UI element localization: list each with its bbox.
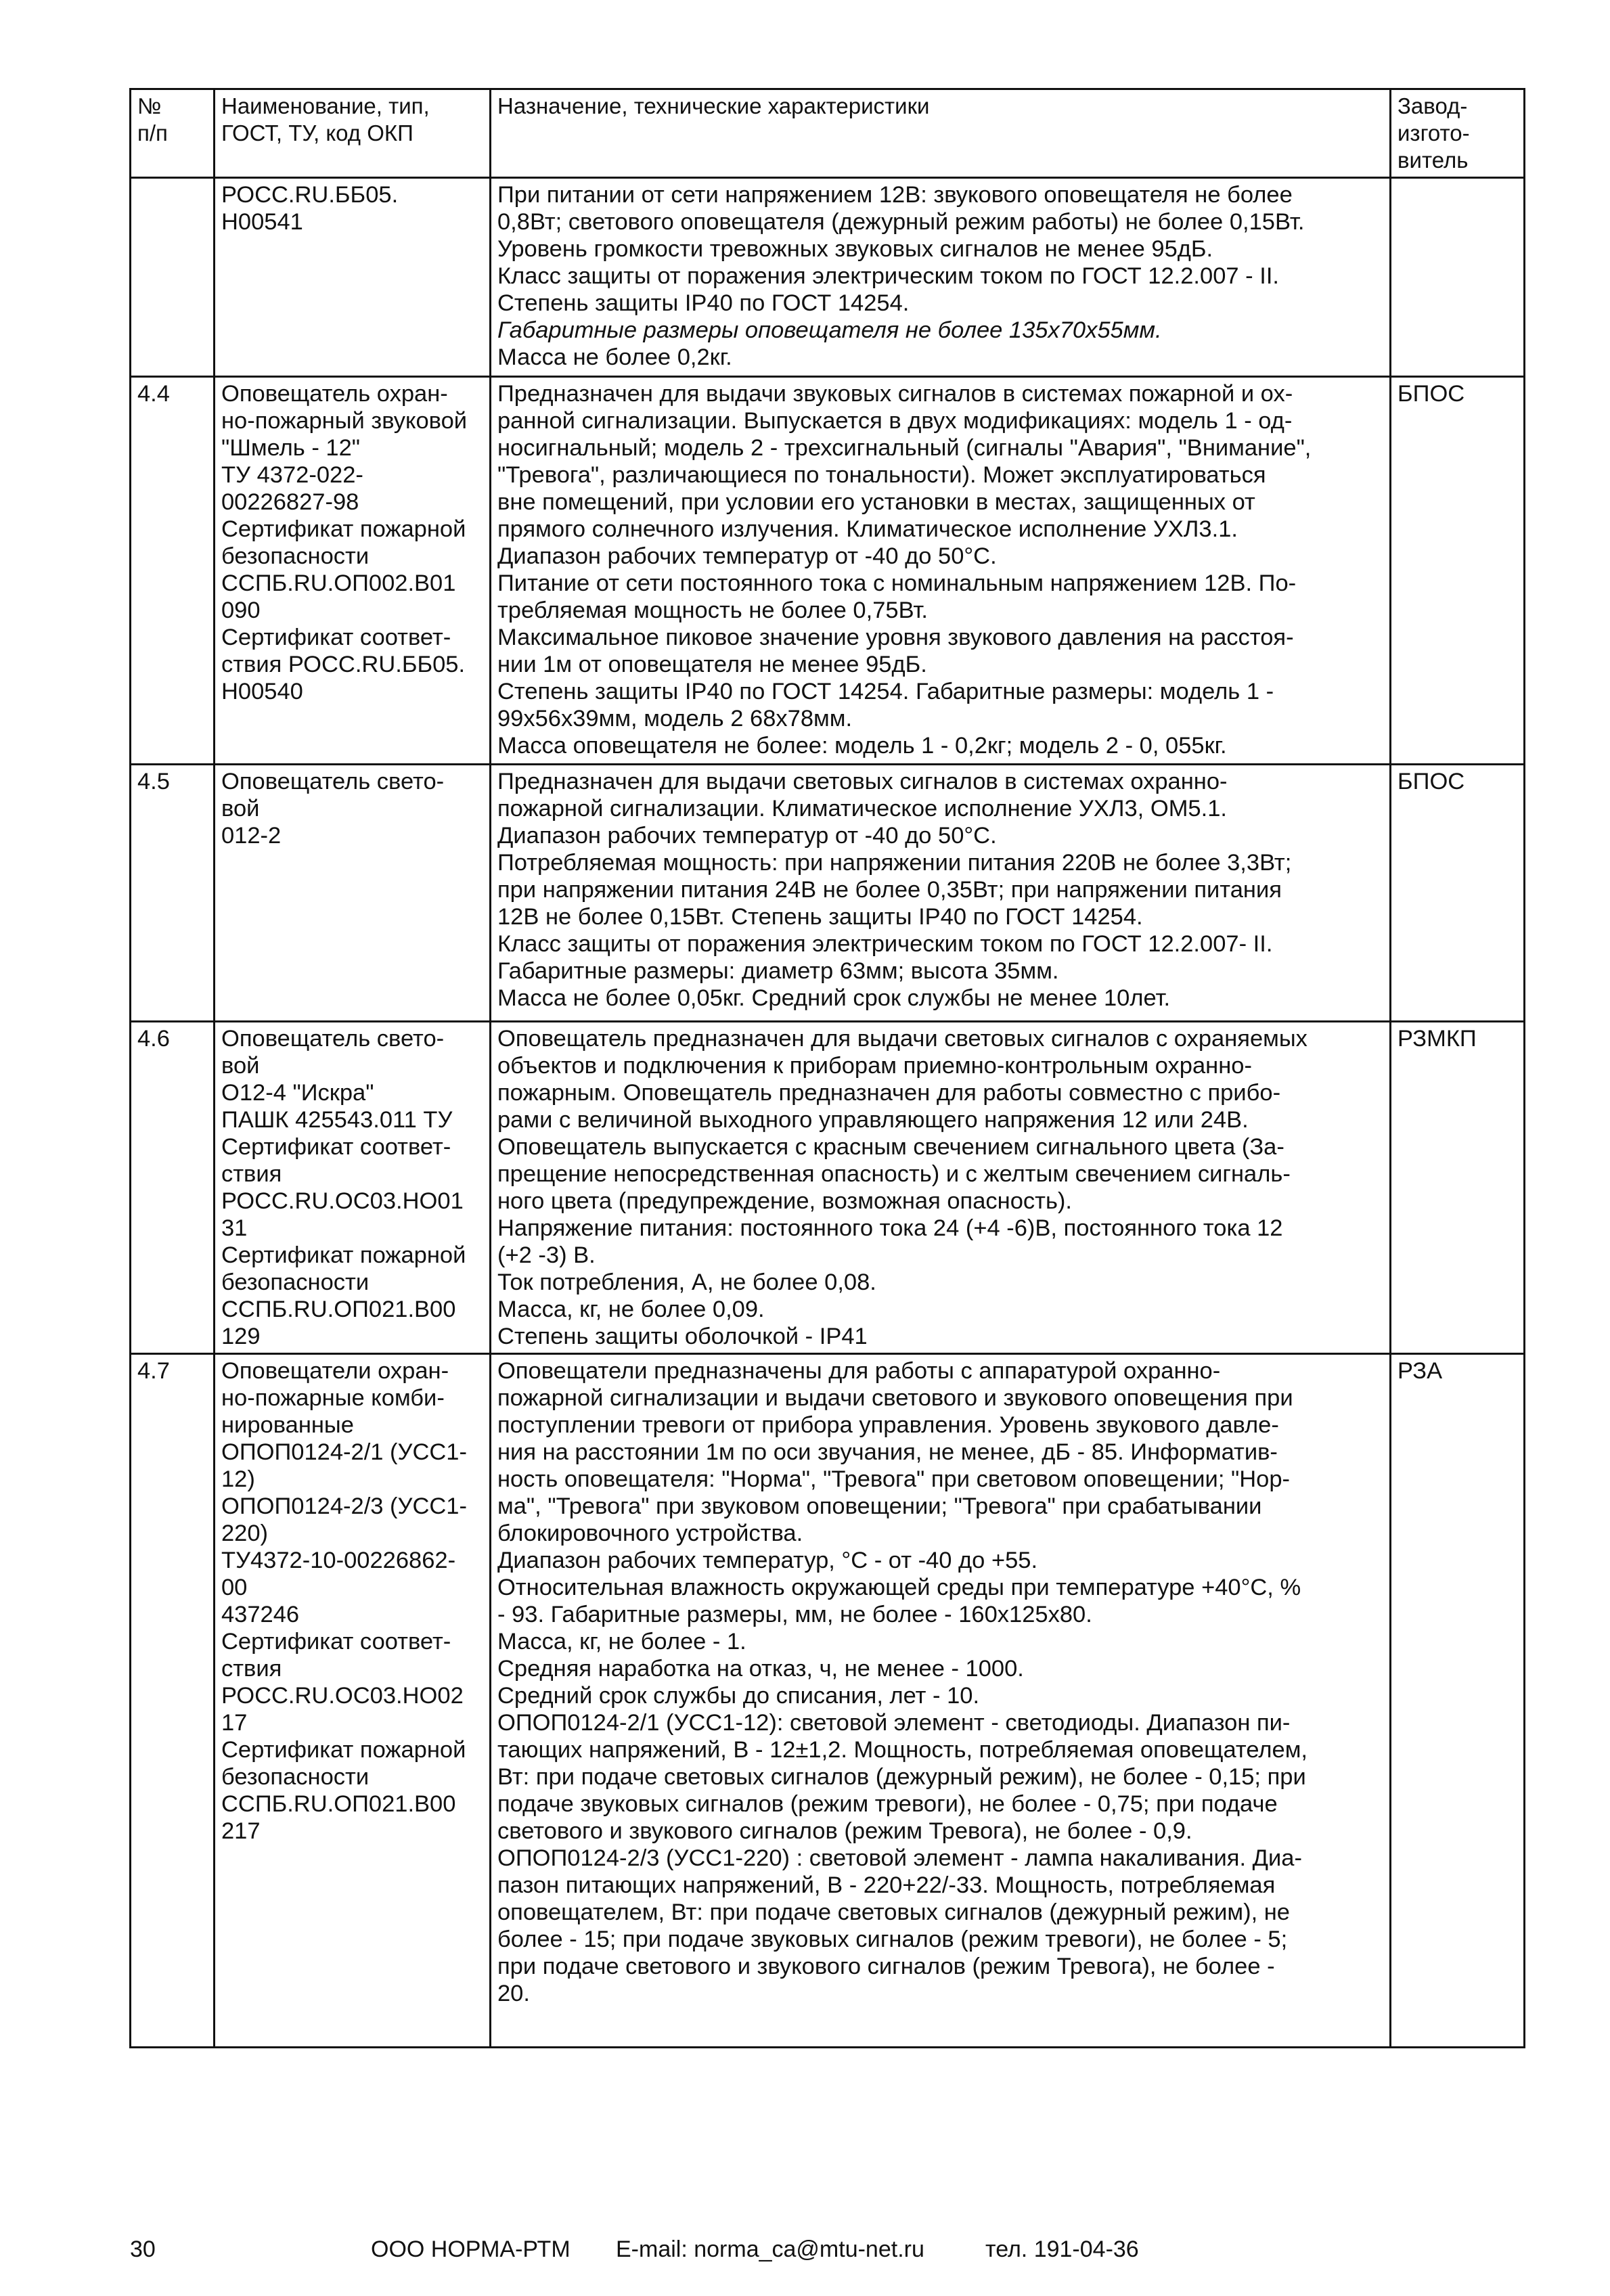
text-line: Оповещатель охран-	[221, 381, 448, 407]
text-line: требляемая мощность не более 0,75Вт.	[497, 598, 928, 623]
text-line: "Тревога", различающиеся по тональности). Может эксплуатироваться	[497, 462, 1266, 488]
text-line: ОПОП0124-2/3 (УСС1-	[221, 1493, 467, 1519]
header-name	[215, 89, 491, 178]
text-line: 20.	[497, 1981, 530, 2006]
text-line: 99х56х39мм, модель 2 68х78мм.	[497, 706, 853, 731]
text-line: пазон питающих напряжений, В - 220+22/-33. Мощность, потребляемая	[497, 1872, 1276, 1898]
text-line: прещение непосредственная опасность) и с желтым свечением сигналь-	[497, 1161, 1291, 1187]
row-name	[215, 1354, 491, 2048]
text-line: Средняя наработка на отказ, ч, не менее - 1000.	[497, 1656, 1024, 1682]
table-row	[131, 178, 1525, 377]
text-line: вой	[221, 1053, 260, 1079]
text-line: Относительная влажность окружающей среды при температуре +40°С, %	[497, 1575, 1301, 1600]
row-characteristics	[491, 178, 1391, 377]
text-line: вой	[221, 796, 260, 821]
footer-phone: тел. 191-04-36	[985, 2236, 1139, 2262]
text-line: Сертификат пожарной	[221, 1737, 466, 1763]
text-line: рами с величиной выходного управляющего напряжения 12 или 24В.	[497, 1107, 1249, 1133]
text-line: Оповещатель свето-	[221, 769, 445, 794]
text-line: Диапазон рабочих температур от -40 до 50°С.	[497, 823, 997, 849]
text-line: Масса, кг, не более - 1.	[497, 1629, 746, 1655]
text-line: - 93. Габаритные размеры, мм, не более - 160х125х80.	[497, 1602, 1092, 1627]
text-line: 090	[221, 598, 261, 623]
text-line: ность оповещателя: "Норма", "Тревога" при световом оповещении; "Нор-	[497, 1466, 1291, 1492]
text-line: безопасности	[221, 543, 370, 569]
footer-email: E-mail: norma_ca@mtu-net.ru	[616, 2236, 924, 2262]
text-line: Масса не более 0,2кг.	[497, 344, 732, 370]
text-line: п/п	[137, 120, 168, 145]
text-line: Н00541	[221, 209, 303, 235]
text-line: подаче звуковых сигналов (режим тревоги), не более - 0,75; при подаче	[497, 1791, 1278, 1817]
text-line: 12В не более 0,15Вт. Степень защиты IP40 по ГОСТ 14254.	[497, 904, 1143, 930]
text-line: Масса не более 0,05кг. Средний срок службы не менее 10лет.	[497, 985, 1171, 1011]
text-line: Степень защиты IP40 по ГОСТ 14254.	[497, 290, 910, 316]
text-line: Завод-	[1397, 93, 1468, 118]
text-line: 129	[221, 1324, 261, 1349]
table-header-row	[131, 89, 1525, 178]
text-line: светового и звукового сигналов (режим Тревога), не более - 0,9.	[497, 1818, 1192, 1844]
text-line: Класс защиты от поражения электрическим током по ГОСТ 12.2.007- II.	[497, 931, 1273, 957]
text-line: ствия	[221, 1656, 282, 1682]
text-line: Сертификат соответ-	[221, 1134, 451, 1160]
text-line: 31	[221, 1215, 248, 1241]
text-line: (+2 -3) В.	[497, 1242, 596, 1268]
text-line: Габаритные размеры оповещателя не более 135х70х55мм.	[497, 317, 1162, 343]
text-line: Степень защиты оболочкой - IP41	[497, 1324, 868, 1349]
spec-table	[129, 88, 1525, 2048]
text-line: ния на расстоянии 1м по оси звучания, не менее, дБ - 85. Информатив-	[497, 1439, 1278, 1465]
table-row	[131, 1022, 1525, 1354]
row-characteristics	[491, 765, 1391, 1022]
row-characteristics	[491, 1354, 1391, 2048]
text-line: 012-2	[221, 823, 282, 849]
text-line: Оповещатели предназначены для работы с аппаратурой охранно-	[497, 1358, 1221, 1384]
text-line: ОПОП0124-2/3 (УСС1-220) : световой элемент - лампа накаливания. Диа-	[497, 1845, 1302, 1871]
text-line: нированные	[221, 1412, 354, 1438]
header-manufacturer	[1391, 89, 1525, 178]
text-line: пожарным. Оповещатель предназначен для работы совместно с прибо-	[497, 1080, 1281, 1106]
text-line: 217	[221, 1818, 261, 1844]
table-row	[131, 765, 1525, 1022]
text-line: РОСС.RU.ББ05.	[221, 182, 399, 208]
text-line: безопасности	[221, 1269, 370, 1295]
text-line: ТУ4372-10-00226862-	[221, 1548, 456, 1573]
text-line: объектов и подключения к приборам приемно-контрольным охранно-	[497, 1053, 1252, 1079]
text-line: ССПБ.RU.ОП021.В00	[221, 1791, 456, 1817]
text-line: Сертификат пожарной	[221, 1242, 466, 1268]
text-line: ствия	[221, 1161, 282, 1187]
text-line: Средний срок службы до списания, лет - 10.	[497, 1683, 980, 1709]
text-line: поступлении тревоги от прибора управления. Уровень звукового давле-	[497, 1412, 1279, 1438]
page-footer	[0, 2236, 1610, 2270]
text-line: ГОСТ, ТУ, код ОКП	[221, 120, 413, 145]
text-line: 17	[221, 1710, 248, 1736]
text-line: Оповещатель выпускается с красным свечением сигнального цвета (За-	[497, 1134, 1284, 1160]
text-line: Напряжение питания: постоянного тока 24 (+4 -6)В, постоянного тока 12	[497, 1215, 1283, 1241]
text-line: Сертификат пожарной	[221, 516, 466, 542]
text-line: Класс защиты от поражения электрическим током по ГОСТ 12.2.007 - II.	[497, 263, 1279, 289]
text-line: оповещателем, Вт: при подаче световых сигналов (дежурный режим), не	[497, 1899, 1290, 1925]
row-manufacturer: РЗМКП	[1391, 1022, 1525, 1354]
text-line: Уровень громкости тревожных звуковых сигналов не менее 95дБ.	[497, 236, 1213, 262]
text-line: №	[137, 93, 162, 118]
text-line: изгото-	[1397, 120, 1470, 145]
table-row	[131, 377, 1525, 765]
text-line: Габаритные размеры: диаметр 63мм; высота 35мм.	[497, 958, 1059, 984]
text-line: РОСС.RU.ОС03.НО02	[221, 1683, 464, 1709]
text-line: 12)	[221, 1466, 255, 1492]
text-line: но-пожарный звуковой	[221, 408, 468, 434]
text-line: ранной сигнализации. Выпускается в двух модификациях: модель 1 - од-	[497, 408, 1293, 434]
text-line: Вт: при подаче световых сигналов (дежурный режим), не более - 0,15; при	[497, 1764, 1306, 1790]
footer-company: ООО НОРМА-РТМ	[371, 2236, 571, 2262]
header-characteristics	[491, 89, 1391, 178]
text-line: но-пожарные комби-	[221, 1385, 445, 1411]
text-line: Потребляемая мощность: при напряжении питания 220В не более 3,3Вт;	[497, 850, 1292, 876]
text-line: ОПОП0124-2/1 (УСС1-	[221, 1439, 467, 1465]
row-manufacturer: БПОС	[1391, 765, 1525, 1022]
text-line: Степень защиты IP40 по ГОСТ 14254. Габаритные размеры: модель 1 -	[497, 679, 1274, 704]
text-line: ного цвета (предупреждение, возможная опасность).	[497, 1188, 1072, 1214]
text-line: 00	[221, 1575, 248, 1600]
text-line: ма", "Тревога" при звуковом оповещении; "Тревога" при срабатывании	[497, 1493, 1262, 1519]
text-line: 0,8Вт; светового оповещателя (дежурный режим работы) не более 0,15Вт.	[497, 209, 1305, 235]
row-number: 4.5	[131, 765, 215, 1022]
row-name	[215, 377, 491, 765]
text-line: носигнальный; модель 2 - трехсигнальный (сигналы "Авария", "Внимание",	[497, 435, 1312, 461]
text-line: ОПОП0124-2/1 (УСС1-12): световой элемент - светодиоды. Диапазон пи-	[497, 1710, 1291, 1736]
header-number	[131, 89, 215, 178]
text-line: прямого солнечного излучения. Климатическое исполнение УХЛ3.1.	[497, 516, 1238, 542]
text-line: Максимальное пиковое значение уровня звукового давления на расстоя-	[497, 625, 1294, 650]
text-line: витель	[1397, 148, 1469, 173]
text-line: Назначение, технические характеристики	[497, 93, 930, 118]
text-line: ПАШК 425543.011 ТУ	[221, 1107, 453, 1133]
text-line: Н00540	[221, 679, 303, 704]
row-number: 4.7	[131, 1354, 215, 2048]
text-line: безопасности	[221, 1764, 370, 1790]
text-line: пожарной сигнализации. Климатическое исполнение УХЛ3, ОМ5.1.	[497, 796, 1227, 821]
text-line: ТУ 4372-022-	[221, 462, 363, 488]
row-characteristics	[491, 1022, 1391, 1354]
text-line: РОСС.RU.ОС03.НО01	[221, 1188, 464, 1214]
text-line: ССПБ.RU.ОП021.В00	[221, 1297, 456, 1322]
text-line: ствия РОСС.RU.ББ05.	[221, 652, 466, 677]
text-line: блокировочного устройства.	[497, 1521, 803, 1546]
row-name	[215, 1022, 491, 1354]
text-line: при напряжении питания 24В не более 0,35Вт; при напряжении питания	[497, 877, 1282, 903]
text-line: Предназначен для выдачи звуковых сигналов в системах пожарной и ох-	[497, 381, 1293, 407]
text-line: О12-4 "Искра"	[221, 1080, 374, 1106]
text-line: Ток потребления, А, не более 0,08.	[497, 1269, 876, 1295]
text-line: нии 1м от оповещателя не менее 95дБ.	[497, 652, 927, 677]
table-row	[131, 1354, 1525, 2048]
row-number	[131, 178, 215, 377]
page-number: 30	[130, 2236, 156, 2262]
row-name	[215, 178, 491, 377]
text-line: при подаче светового и звукового сигналов (режим Тревога), не более -	[497, 1954, 1275, 1979]
text-line: При питании от сети напряжением 12В: звукового оповещателя не более	[497, 182, 1293, 208]
text-line: 00226827-98	[221, 489, 359, 515]
text-line: Масса, кг, не более 0,09.	[497, 1297, 765, 1322]
text-line: 437246	[221, 1602, 300, 1627]
text-line: Питание от сети постоянного тока с номинальным напряжением 12В. По-	[497, 570, 1297, 596]
text-line: Сертификат соответ-	[221, 1629, 451, 1655]
text-line: вне помещений, при условии его установки в местах, защищенных от	[497, 489, 1255, 515]
text-line: Сертификат соответ-	[221, 625, 451, 650]
text-line: тающих напряжений, В - 12±1,2. Мощность, потребляемая оповещателем,	[497, 1737, 1308, 1763]
row-manufacturer: РЗА	[1391, 1354, 1525, 2048]
text-line: ССПБ.RU.ОП002.В01	[221, 570, 456, 596]
row-number: 4.4	[131, 377, 215, 765]
text-line: более - 15; при подаче звуковых сигналов (режим тревоги), не более - 5;	[497, 1927, 1288, 1952]
text-line: Диапазон рабочих температур, °С - от -40 до +55.	[497, 1548, 1038, 1573]
text-line: "Шмель - 12"	[221, 435, 361, 461]
row-number: 4.6	[131, 1022, 215, 1354]
text-line: Оповещатели охран-	[221, 1358, 449, 1384]
text-line: 220)	[221, 1521, 269, 1546]
text-line: Диапазон рабочих температур от -40 до 50°С.	[497, 543, 997, 569]
text-line: Наименование, тип,	[221, 93, 430, 118]
text-line: Предназначен для выдачи световых сигналов в системах охранно-	[497, 769, 1228, 794]
row-characteristics	[491, 377, 1391, 765]
text-line: Оповещатель свето-	[221, 1026, 445, 1052]
row-manufacturer: БПОС	[1391, 377, 1525, 765]
text-line: Масса оповещателя не более: модель 1 - 0,2кг; модель 2 - 0, 055кг.	[497, 733, 1227, 759]
text-line: пожарной сигнализации и выдачи светового и звукового оповещения при	[497, 1385, 1293, 1411]
text-line: Оповещатель предназначен для выдачи световых сигналов с охраняемых	[497, 1026, 1307, 1052]
row-manufacturer	[1391, 178, 1525, 377]
row-name	[215, 765, 491, 1022]
